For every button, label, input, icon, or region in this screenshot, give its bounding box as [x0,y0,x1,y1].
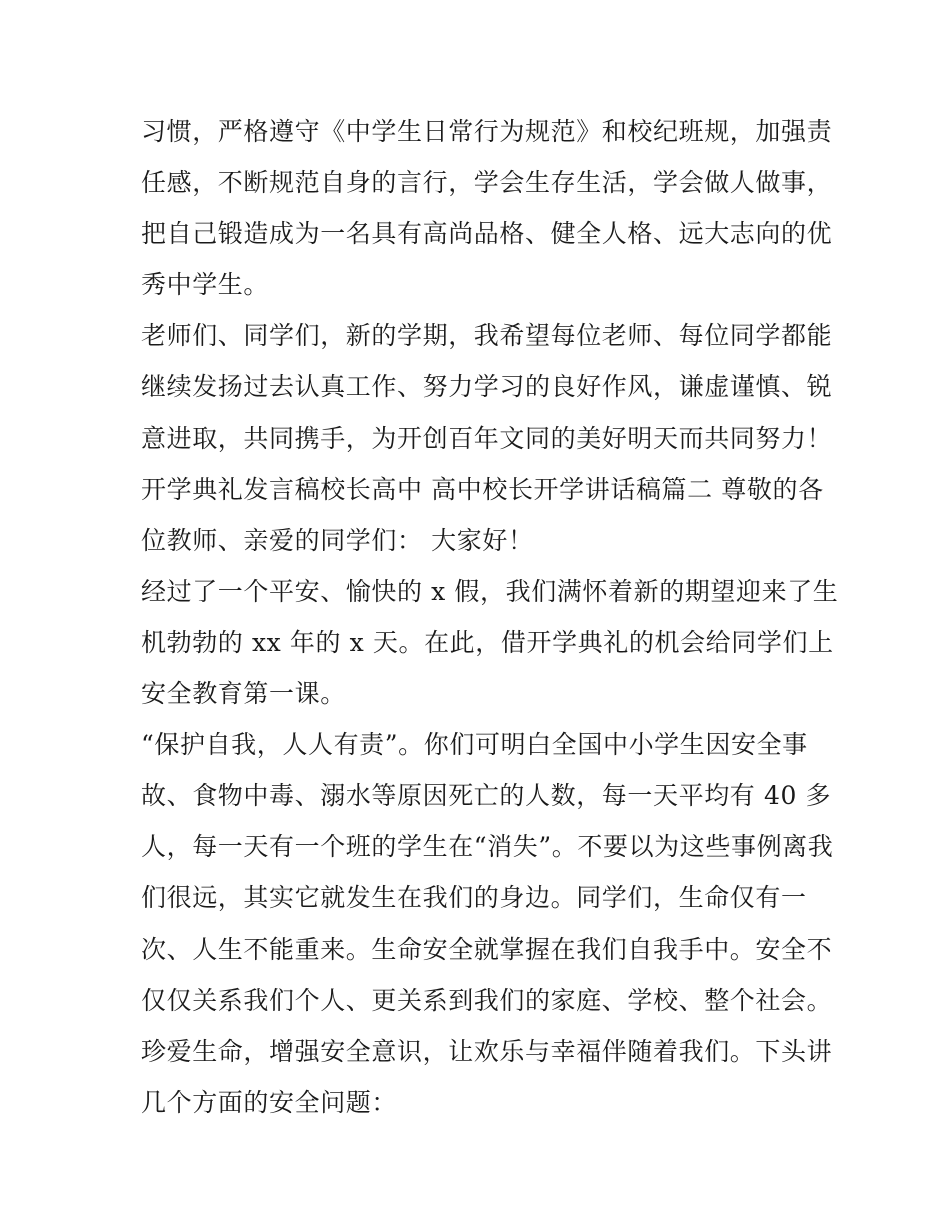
text-line: 习惯，严格遵守《中学生日常行为规范》和校纪班规，加强责 [141,117,833,146]
text-line: 意进取，共同携手，为开创百年文同的美好明天而共同努力！ [141,423,833,453]
text-line: 继续发扬过去认真工作、努力学习的良好作风，谦虚谨慎、锐 [141,372,833,402]
text-line: 仅仅关系我们个人、更关系到我们的家庭、学校、整个社会。 [141,985,833,1015]
text-line: “保护自我，人人有责”。你们可明白全国中小学生因安全事 [141,730,808,760]
text-line: 任感，不断规范自身的言行，学会生存生活，学会做人做事， [141,168,833,198]
text-line: 安全教育第一课。 [141,679,346,709]
text-line: 几个方面的安全问题： [141,1087,398,1117]
text-line: 老师们、同学们，新的学期，我希望每位老师、每位同学都能 [141,321,833,351]
paragraph-safety [141,719,834,1128]
text-line: 故、食物中毒、溺水等原因死亡的人数，每一天平均有 40 多 [141,781,832,811]
text-line: 秀中学生。 [141,270,270,300]
paragraph-conduct [141,106,831,310]
text-line: 机勃勃的 xx 年的 x 天。在此，借开学典礼的机会给同学们上 [141,627,834,657]
document-body [141,106,839,1128]
text-line: 经过了一个平安、愉快的 x 假，我们满怀着新的期望迎来了生 [141,576,839,606]
text-line: 人，每一天有一个班的学生在“消失”。不要以为这些事例离我 [141,832,834,862]
paragraph-opening [141,566,839,719]
text-line: 们很远，其实它就发生在我们的身边。同学们，生命仅有一 [141,883,807,913]
text-line: 位教师、亲爱的同学们： 大家好！ [141,525,534,555]
text-line: 次、人生不能重来。生命安全就掌握在我们自我手中。安全不 [141,934,833,964]
text-line: 开学典礼发言稿校长高中 高中校长开学讲话稿篇二 尊敬的各 [141,474,824,504]
paragraph-new-semester [141,310,831,565]
text-line: 把自己锻造成为一名具有高尚品格、健全人格、远大志向的优 [141,219,833,249]
text-line: 珍爱生命，增强安全意识，让欢乐与幸福伴随着我们。下头讲 [141,1036,833,1066]
